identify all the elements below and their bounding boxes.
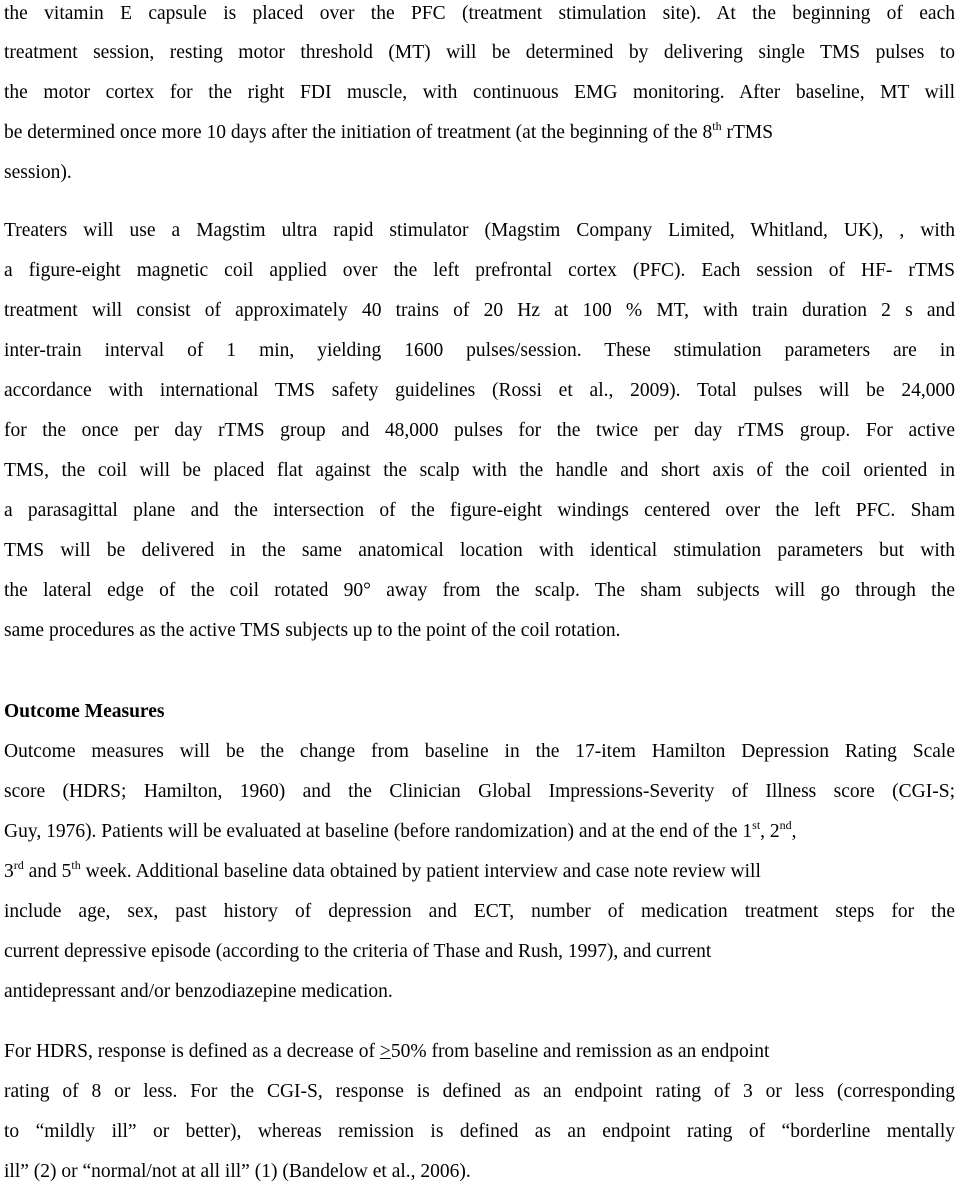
text-line: session).: [4, 162, 72, 183]
text-line: score (HDRS; Hamilton, 1960) and the Clinician Global Impressions-Severity of Illness score (CGI-S;: [4, 781, 955, 802]
text-line: a figure-eight magnetic coil applied over the left prefrontal cortex (PFC). Each session of HF- rTMS: [4, 260, 955, 281]
text-line: Treaters will use a Magstim ultra rapid stimulator (Magstim Company Limited, Whitland, UK), , with: [4, 220, 955, 241]
text-segment: , 2: [760, 821, 780, 842]
text-line: the lateral edge of the coil rotated 90° away from the scalp. The sham subjects will go through the: [4, 580, 955, 601]
text-segment: and 5: [23, 861, 72, 882]
text-segment: week. Additional baseline data obtained by patient interview and case note review will: [80, 861, 761, 882]
text-segment: ,: [791, 821, 797, 842]
text-line: the motor cortex for the right FDI muscle, with continuous EMG monitoring. After baseline, MT will: [4, 82, 955, 103]
superscript: nd: [779, 818, 792, 832]
text-segment: be determined once more 10 days after the initiation of treatment (at the beginning of the 8: [4, 122, 713, 143]
text-segment: Guy, 1976). Patients will be evaluated at baseline (before randomization) and at the end of the 1: [4, 821, 753, 842]
text-line: Outcome measures will be the change from baseline in the 17-item Hamilton Depression Rating Scale: [4, 741, 955, 762]
superscript: st: [752, 818, 761, 832]
text-line: ill” (2) or “normal/not at all ill” (1) (Bandelow et al., 2006).: [4, 1161, 471, 1182]
text-line: TMS will be delivered in the same anatomical location with identical stimulation parameters but with: [4, 540, 955, 561]
text-line: rating of 8 or less. For the CGI-S, response is defined as an endpoint rating of 3 or less (corresponding: [4, 1081, 955, 1102]
text-line: include age, sex, past history of depression and ECT, number of medication treatment steps for the: [4, 901, 955, 922]
text-segment: 50% from baseline and remission as an endpoint: [390, 1041, 770, 1062]
text-line: [4, 1040, 769, 1064]
text-segment: 3: [4, 861, 14, 882]
text-line: inter-train interval of 1 min, yielding 1600 pulses/session. These stimulation parameters are in: [4, 340, 955, 361]
greater-equal-symbol: >: [379, 1041, 391, 1062]
text-line: to “mildly ill” or better), whereas remission is defined as an endpoint rating of “borderline mentally: [4, 1121, 955, 1142]
text-segment: rTMS: [721, 122, 774, 143]
superscript: th: [71, 858, 81, 872]
text-line: current depressive episode (according to the criteria of Thase and Rush, 1997), and current: [4, 941, 712, 962]
text-line: a parasagittal plane and the intersection of the figure-eight windings centered over the left PFC. Sham: [4, 500, 955, 521]
text-segment: For HDRS, response is defined as a decrease of: [4, 1041, 380, 1062]
text-line: accordance with international TMS safety guidelines (Rossi et al., 2009). Total pulses will be 24,000: [4, 380, 955, 401]
text-line: the vitamin E capsule is placed over the PFC (treatment stimulation site). At the beginning of each: [4, 3, 955, 24]
text-line: same procedures as the active TMS subjects up to the point of the coil rotation.: [4, 620, 621, 641]
text-line: [4, 121, 773, 145]
text-line: treatment will consist of approximately 40 trains of 20 Hz at 100 % MT, with train duration 2 s and: [4, 300, 955, 321]
text-line: TMS, the coil will be placed flat against the scalp with the handle and short axis of the coil oriented in: [4, 460, 955, 481]
text-line: antidepressant and/or benzodiazepine medication.: [4, 981, 393, 1002]
text-line: [4, 860, 761, 884]
text-line: treatment session, resting motor threshold (MT) will be determined by delivering single TMS pulses to: [4, 42, 955, 63]
text-line: for the once per day rTMS group and 48,000 pulses for the twice per day rTMS group. For active: [4, 420, 955, 441]
section-heading: Outcome Measures: [4, 701, 165, 722]
text-line: [4, 820, 797, 844]
superscript: rd: [13, 858, 24, 872]
superscript: th: [712, 119, 722, 133]
